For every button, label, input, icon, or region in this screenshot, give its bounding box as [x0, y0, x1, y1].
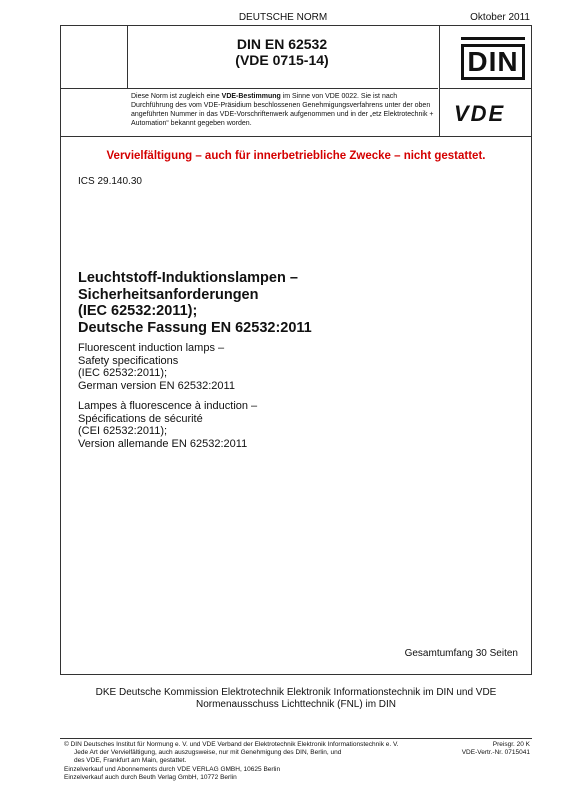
ics-code: ICS 29.140.30	[78, 176, 142, 187]
title-english: Fluorescent induction lamps – Safety specifications (IEC 62532:2011); German version EN 62532:2011	[78, 342, 235, 392]
standard-number: DIN EN 62532	[236, 36, 328, 52]
standard-type-label: DEUTSCHE NORM	[238, 12, 328, 23]
title-german: Leuchtstoff-Induktionslampen – Sicherheitsanforderungen (IEC 62532:2011); Deutsche Fassung EN 62532:2011	[78, 270, 312, 336]
copyright-notice: © DIN Deutsches Institut für Normung e. V. und VDE Verband der Elektrotechnik Elektronik Informationstechnik e. V. Jede Art der Vervielfältigung, auch auszugsweise, nur mit Genehmigung des DIN, Berlin, und des VDE, Frankfurt am Main, gestattet.	[64, 741, 399, 764]
total-pages: Gesamtumfang 30 Seiten	[404, 648, 518, 659]
din-logo: DIN	[461, 44, 525, 80]
vde-approval-note: Diese Norm ist zugleich eine VDE-Bestimmung im Sinne von VDE 0022. Sie ist nach Durchführung des vom VDE-Präsidium beschlossenen Genehmigungsverfahrens unter der oben angeführten Nummer in das VDE-Vorschriftenwerk aufgenommen und in der „etz Elektrotechnik + Automation“ bekannt gegeben worden.	[131, 93, 434, 127]
publication-date: Oktober 2011	[470, 12, 530, 23]
vde-number: (VDE 0715-14)	[235, 52, 329, 68]
vde-logo: VDE	[454, 101, 506, 126]
title-french: Lampes à fluorescence à induction – Spécifications de sécurité (CEI 62532:2011); Version allemande EN 62532:2011	[78, 400, 258, 450]
committee-info: DKE Deutsche Kommission Elektrotechnik Elektronik Informationstechnik im DIN und VDE Normenausschuss Lichttechnik (FNL) im DIN	[95, 687, 497, 710]
price-info: Preisgr. 20 K VDE-Vertr.-Nr. 0715041	[461, 741, 530, 756]
sales-info: Einzelverkauf und Abonnements durch VDE VERLAG GMBH, 10625 Berlin Einzelverkauf auch durch Beuth Verlag GmbH, 10772 Berlin	[64, 766, 281, 781]
reproduction-warning: Vervielfältigung – auch für innerbetriebliche Zwecke – nicht gestattet.	[106, 150, 486, 162]
